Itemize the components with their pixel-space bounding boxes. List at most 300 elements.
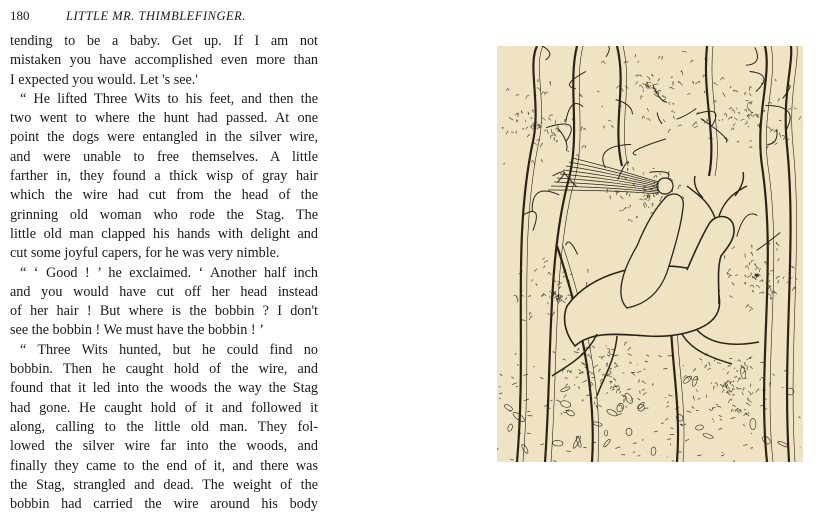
foliage-stroke <box>643 393 647 396</box>
foliage-stroke <box>504 163 505 165</box>
branch <box>677 109 697 120</box>
foliage-stroke <box>543 266 545 268</box>
foliage-stroke <box>648 207 649 208</box>
foliage-stroke <box>526 127 528 129</box>
foliage-stroke <box>744 282 746 284</box>
foliage-stroke <box>733 123 735 126</box>
ground-stroke <box>692 407 695 409</box>
ground-stroke <box>684 424 686 425</box>
foliage-stroke <box>643 195 645 196</box>
foliage-stroke <box>629 219 633 221</box>
foliage-stroke <box>732 110 735 114</box>
ground-stroke <box>665 418 668 420</box>
branch <box>657 113 662 124</box>
foliage-stroke <box>540 143 542 147</box>
text-line: lowed the silver wire far into the woods, and <box>10 437 318 456</box>
foliage-stroke <box>750 366 753 368</box>
branch <box>532 191 559 212</box>
foliage-stroke <box>777 259 779 262</box>
foliage-stroke <box>531 117 533 118</box>
foliage-stroke <box>749 307 753 310</box>
running-head: LITTLE MR. THIMBLEFINGER. <box>66 6 246 26</box>
foliage-stroke <box>678 185 681 189</box>
foliage-stroke <box>545 130 546 132</box>
leaf <box>695 424 704 430</box>
ground-stroke <box>553 351 555 353</box>
foliage-stroke <box>737 388 741 389</box>
foliage-stroke <box>762 280 763 282</box>
foliage-stroke <box>756 286 760 289</box>
ground-stroke <box>734 377 737 378</box>
leaf <box>560 386 570 393</box>
stag-antlers <box>687 172 747 218</box>
text-line: along, calling to the little old man. They fol- <box>10 418 318 437</box>
foliage-stroke <box>601 356 604 359</box>
foliage-stroke <box>722 119 723 120</box>
text-line: “ ‘ Good ! ’ he exclaimed. ‘ Another half inch <box>10 264 318 283</box>
text-line: had gone. He caught hold of it and followed it <box>10 399 318 418</box>
tree-trunk <box>545 46 577 462</box>
ground-stroke <box>666 406 669 407</box>
foliage-stroke <box>688 94 691 95</box>
foliage-stroke <box>750 147 753 148</box>
foliage-stroke <box>728 387 729 389</box>
ground-stroke <box>654 431 658 432</box>
ground-stroke <box>665 397 666 398</box>
foliage-stroke <box>660 173 661 175</box>
leaf <box>503 403 513 411</box>
foliage-stroke <box>731 128 733 131</box>
foliage-stroke <box>732 385 734 388</box>
branch <box>696 111 716 126</box>
foliage-stroke <box>727 272 730 275</box>
foliage-stroke <box>568 295 571 296</box>
foliage-stroke <box>732 389 735 393</box>
foliage-stroke <box>599 357 603 358</box>
foliage-stroke <box>614 366 618 368</box>
foliage-stroke <box>744 413 748 416</box>
foliage-stroke <box>678 81 682 85</box>
foliage-stroke <box>548 302 549 304</box>
foliage-stroke <box>696 390 697 392</box>
ground-stroke <box>685 439 689 441</box>
text-line: and were unable to free themselves. A little <box>10 148 318 167</box>
foliage-stroke <box>737 370 738 371</box>
foliage-stroke <box>792 287 795 291</box>
tree-trunk-edge <box>792 46 798 462</box>
foliage-stroke <box>733 394 735 395</box>
foliage-stroke <box>562 300 566 303</box>
foliage-stroke <box>678 125 682 126</box>
text-line: two went to where the hunt had passed. At one <box>10 109 318 128</box>
foliage-stroke <box>594 402 595 404</box>
rider-head <box>657 178 673 194</box>
ground-stroke <box>719 415 722 417</box>
foliage-stroke <box>610 368 612 370</box>
foliage-stroke <box>751 260 753 262</box>
foliage-stroke <box>629 194 630 196</box>
foliage-stroke <box>606 363 608 367</box>
foliage-stroke <box>563 276 564 277</box>
foliage-stroke <box>751 101 753 104</box>
foliage-stroke <box>747 102 750 105</box>
foliage-stroke <box>729 394 730 395</box>
foliage-stroke <box>637 61 639 62</box>
illustration-plate <box>497 46 803 462</box>
foliage-stroke <box>588 355 591 359</box>
foliage-stroke <box>728 365 730 367</box>
page-header <box>10 6 322 26</box>
foliage-stroke <box>579 387 580 389</box>
foliage-stroke <box>553 132 557 136</box>
ground-stroke <box>633 451 634 453</box>
foliage-stroke <box>638 75 642 77</box>
foliage-stroke <box>747 403 751 406</box>
foliage-stroke <box>670 87 674 89</box>
foliage-stroke <box>580 94 583 97</box>
foliage-stroke <box>783 277 784 279</box>
foliage-stroke <box>517 299 518 302</box>
ground-stroke <box>515 353 516 354</box>
foliage-stroke <box>538 80 539 82</box>
foliage-stroke <box>746 100 749 101</box>
foliage-stroke <box>661 57 662 60</box>
foliage-stroke <box>502 127 503 129</box>
foliage-stroke <box>729 391 731 393</box>
foliage-stroke <box>611 126 614 129</box>
ground-stroke <box>510 459 514 460</box>
foliage-stroke <box>558 281 560 283</box>
foliage-stroke <box>593 373 594 376</box>
foliage-stroke <box>537 88 540 91</box>
foliage-stroke <box>744 92 746 94</box>
foliage-stroke <box>746 304 749 307</box>
page-number: 180 <box>10 6 30 26</box>
foliage-stroke <box>554 296 558 298</box>
branch <box>598 46 609 57</box>
ground-stroke <box>663 368 667 369</box>
foliage-stroke <box>552 135 555 136</box>
foliage-stroke <box>799 117 801 120</box>
foliage-stroke <box>723 390 725 393</box>
foliage-stroke <box>730 296 733 298</box>
ground-stroke <box>762 390 766 391</box>
foliage-stroke <box>734 90 739 92</box>
ground-stroke <box>520 433 521 434</box>
foliage-stroke <box>717 363 721 364</box>
leaf <box>603 439 611 448</box>
ground-stroke <box>615 447 620 449</box>
text-line: tending to be a baby. Get up. If I am not <box>10 32 318 51</box>
foliage-stroke <box>738 360 741 362</box>
foliage-stroke <box>779 133 781 138</box>
foliage-stroke <box>653 195 654 198</box>
ground-stroke <box>574 384 575 385</box>
ground-stroke <box>733 381 735 382</box>
foliage-stroke <box>630 362 632 364</box>
foliage-stroke <box>542 258 545 260</box>
foliage-stroke <box>582 400 584 402</box>
branch <box>569 71 585 88</box>
foliage-stroke <box>629 205 630 207</box>
foliage-stroke <box>623 207 626 211</box>
foliage-stroke <box>592 346 594 348</box>
foliage-stroke <box>617 389 619 393</box>
foliage-stroke <box>582 145 584 148</box>
foliage-stroke <box>660 196 662 200</box>
foliage-stroke <box>749 86 751 91</box>
foliage-stroke <box>682 51 687 52</box>
ground-stroke <box>668 395 672 397</box>
ground-stroke <box>743 444 747 445</box>
foliage-stroke <box>532 280 533 282</box>
foliage-stroke <box>652 203 653 207</box>
foliage-stroke <box>724 256 725 259</box>
foliage-stroke <box>602 106 603 107</box>
foliage-stroke <box>641 96 643 100</box>
foliage-stroke <box>643 90 644 92</box>
leaf <box>651 447 657 456</box>
foliage-stroke <box>528 296 531 298</box>
leaf <box>565 409 575 417</box>
ground-stroke <box>509 411 511 412</box>
foliage-stroke <box>584 128 586 130</box>
foliage-stroke <box>628 354 631 356</box>
foliage-stroke <box>743 388 745 391</box>
foliage-stroke <box>528 112 529 115</box>
foliage-stroke <box>737 141 739 142</box>
foliage-stroke <box>724 113 726 117</box>
branch <box>750 72 764 92</box>
foliage-stroke <box>771 289 772 292</box>
foliage-stroke <box>607 348 610 351</box>
ground-stroke <box>667 401 669 403</box>
foliage-stroke <box>752 245 753 248</box>
text-line: grinning old woman who rode the Stag. The <box>10 206 318 225</box>
leaf <box>623 392 634 405</box>
foliage-stroke <box>795 108 797 109</box>
ground-stroke <box>523 374 528 375</box>
foliage-stroke <box>529 313 531 316</box>
foliage-stroke <box>709 362 711 366</box>
foliage-stroke <box>636 216 637 218</box>
foliage-stroke <box>611 381 613 384</box>
foliage-stroke <box>750 285 754 287</box>
foliage-stroke <box>604 126 605 129</box>
foliage-stroke <box>728 399 732 403</box>
foliage-stroke <box>541 159 542 162</box>
leaf <box>616 402 625 412</box>
ground-stroke <box>540 377 543 378</box>
foliage-stroke <box>572 118 573 120</box>
ground-stroke <box>606 346 607 347</box>
ground-stroke <box>583 447 586 448</box>
leaf <box>675 413 684 422</box>
foliage-stroke <box>585 367 587 369</box>
foliage-stroke <box>741 120 745 121</box>
ground-stroke <box>637 398 640 400</box>
foliage-stroke <box>550 81 551 85</box>
foliage-stroke <box>658 78 660 81</box>
foliage-stroke <box>759 268 760 272</box>
foliage-stroke <box>759 292 763 294</box>
ground-stroke <box>516 386 518 387</box>
foliage-stroke <box>745 275 746 277</box>
foliage-stroke <box>548 118 551 120</box>
branch <box>737 214 758 237</box>
foliage-stroke <box>707 368 710 370</box>
foliage-stroke <box>608 352 610 355</box>
foliage-stroke <box>548 314 550 315</box>
foliage-stroke <box>565 298 567 299</box>
ground-stroke <box>670 443 671 445</box>
foliage-stroke <box>776 242 779 246</box>
branch <box>746 47 758 65</box>
foliage-stroke <box>727 372 729 374</box>
foliage-stroke <box>788 108 791 110</box>
foliage-stroke <box>769 280 770 282</box>
leaf <box>691 376 698 387</box>
text-line: cut some joyful capers, for he was very nimble. <box>10 244 318 263</box>
foliage-stroke <box>751 273 752 275</box>
tree-trunk <box>760 46 768 462</box>
foliage-stroke <box>747 105 748 109</box>
foliage-stroke <box>626 86 629 89</box>
leaf <box>761 435 772 446</box>
foliage-stroke <box>577 348 579 350</box>
foliage-stroke <box>756 267 759 270</box>
foliage-stroke <box>579 370 581 372</box>
foliage-stroke <box>627 168 628 171</box>
ground-stroke <box>499 387 501 388</box>
ground-stroke <box>585 357 586 358</box>
ground-stroke <box>617 413 622 415</box>
leaf <box>682 375 692 385</box>
foliage-stroke <box>658 57 659 59</box>
foliage-stroke <box>746 123 748 125</box>
text-line: little old man clapped his hands with delight and <box>10 225 318 244</box>
leaf <box>507 423 513 432</box>
ground-stroke <box>750 448 753 449</box>
ground-stroke <box>643 439 644 441</box>
ground-stroke <box>721 455 724 457</box>
foliage-stroke <box>693 369 695 372</box>
ground-stroke <box>709 409 712 411</box>
foliage-stroke <box>531 161 534 165</box>
foliage-stroke <box>554 138 555 141</box>
foliage-stroke <box>624 342 627 345</box>
text-line: and you would have cut off her head instead <box>10 283 318 302</box>
ground-stroke <box>642 389 645 391</box>
foliage-stroke <box>756 389 759 393</box>
foliage-stroke <box>626 406 627 407</box>
foliage-stroke <box>728 269 731 272</box>
foliage-stroke <box>638 380 639 383</box>
ground-stroke <box>512 383 517 385</box>
foliage-stroke <box>550 136 552 139</box>
text-line: found that it led into the woods the way the Stag <box>10 379 318 398</box>
foliage-stroke <box>534 269 537 272</box>
foliage-stroke <box>598 369 600 372</box>
foliage-stroke <box>587 269 588 273</box>
text-line: which the wire had cut from the head of the <box>10 186 318 205</box>
foliage-stroke <box>704 91 705 93</box>
foliage-stroke <box>527 134 530 137</box>
foliage-stroke <box>608 120 611 121</box>
foliage-stroke <box>769 286 771 289</box>
foliage-stroke <box>732 246 735 249</box>
foliage-stroke <box>607 375 611 377</box>
foliage-stroke <box>673 103 674 105</box>
foliage-stroke <box>738 112 740 114</box>
foliage-stroke <box>663 120 665 122</box>
rider-hair <box>572 158 659 182</box>
foliage-stroke <box>694 126 698 128</box>
leaf <box>606 408 618 417</box>
foliage-stroke <box>771 297 773 300</box>
foliage-stroke <box>628 347 631 350</box>
foliage-stroke <box>545 92 548 95</box>
branch <box>633 139 666 155</box>
text-line: “ He lifted Three Wits to his feet, and then the <box>10 90 318 109</box>
foliage-stroke <box>713 386 714 390</box>
foliage-stroke <box>581 127 582 131</box>
ground-stroke <box>761 377 763 378</box>
foliage-stroke <box>747 275 751 277</box>
foliage-stroke <box>767 146 768 149</box>
foliage-stroke <box>744 110 746 112</box>
foliage-stroke <box>555 121 556 124</box>
foliage-stroke <box>642 381 645 384</box>
body-text <box>10 32 318 514</box>
foliage-stroke <box>619 405 623 408</box>
foliage-stroke <box>654 176 658 178</box>
foliage-stroke <box>619 391 621 393</box>
foliage-stroke <box>612 389 614 391</box>
foliage-stroke <box>693 396 694 401</box>
foliage-stroke <box>775 143 778 145</box>
foliage-stroke <box>749 263 750 266</box>
foliage-stroke <box>731 409 734 412</box>
ground-stroke <box>700 358 703 360</box>
ground-stroke <box>497 448 498 450</box>
text-line: point the dogs were entangled in the silver wire, <box>10 128 318 147</box>
foliage-stroke <box>681 71 683 76</box>
foliage-stroke <box>778 98 780 101</box>
foliage-stroke <box>556 140 558 142</box>
stag-rider-engraving-icon <box>497 46 803 462</box>
foliage-stroke <box>752 290 754 292</box>
foliage-stroke <box>771 270 774 272</box>
ground-stroke <box>570 371 572 373</box>
ground-stroke <box>527 411 530 412</box>
foliage-stroke <box>734 118 737 121</box>
foliage-stroke <box>792 266 795 268</box>
leaf <box>560 400 572 409</box>
foliage-stroke <box>583 380 587 382</box>
foliage-stroke <box>521 320 525 321</box>
foliage-stroke <box>755 264 757 267</box>
foliage-stroke <box>564 395 566 398</box>
ground-stroke <box>565 410 569 411</box>
ground-stroke <box>743 425 745 426</box>
foliage-stroke <box>594 365 598 368</box>
foliage-stroke <box>643 84 646 85</box>
ground-stroke <box>594 398 598 399</box>
foliage-stroke <box>728 117 732 120</box>
text-line: the Stag, strangled and dead. The weight of the <box>10 476 318 495</box>
foliage-stroke <box>647 108 648 111</box>
